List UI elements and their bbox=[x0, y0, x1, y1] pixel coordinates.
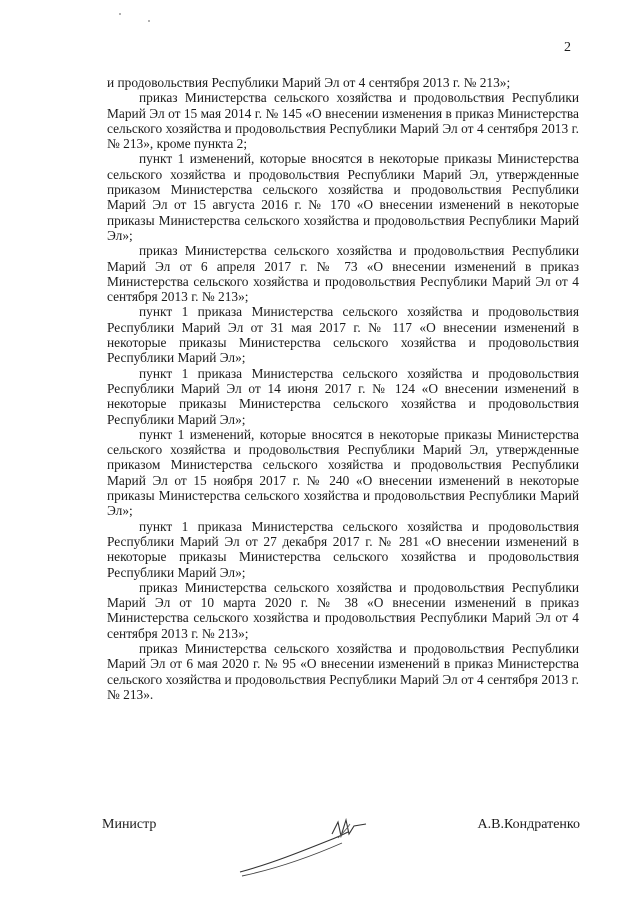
paragraph: пункт 1 приказа Министерства сельского хозяйства и продовольствия Республики Марий Эл от 27 декабря 2017 г. № 281 «О внесении изменений в некоторые приказы Министерства сельского хозяйства и продовольствия Республики Марий Эл»; bbox=[107, 518, 579, 580]
paragraph: приказ Министерства сельского хозяйства и продовольствия Республики Марий Эл от 15 мая 2014 г. № 145 «О внесении изменения в приказ Министерства сельского хозяйства и продовольствия Республики Марий Эл от 4 сентября 2013 г. № 213», кроме пункта 2; bbox=[107, 90, 579, 152]
signatory-name: А.В.Кондратенко bbox=[477, 817, 580, 832]
paragraph: пункт 1 изменений, которые вносятся в некоторые приказы Министерства сельского хозяйства и продовольствия Республики Марий Эл, утвержденные приказом Министерства сельского хозяйства и продовольствия Республики Марий Эл от 15 августа 2016 г. № 170 «О внесении изменений в некоторые приказы Министерства сельского хозяйства и продовольствия Республики Марий Эл»; bbox=[107, 151, 579, 243]
paragraph: пункт 1 приказа Министерства сельского хозяйства и продовольствия Республики Марий Эл от 14 июня 2017 г. № 124 «О внесении изменений в некоторые приказы Министерства сельского хозяйства и продовольствия Республики Марий Эл»; bbox=[107, 365, 579, 427]
paragraph: приказ Министерства сельского хозяйства и продовольствия Республики Марий Эл от 10 марта 2020 г. № 38 «О внесении изменений в приказ Министерства сельского хозяйства и продовольствия Республики Марий Эл от 4 сентября 2013 г. № 213»; bbox=[107, 579, 579, 641]
handwritten-signature bbox=[220, 812, 390, 882]
paragraph: приказ Министерства сельского хозяйства и продовольствия Республики Марий Эл от 6 мая 2020 г. № 95 «О внесении изменений в приказ Министерства сельского хозяйства и продовольствия Республики Марий Эл от 4 сентября 2013 г. № 213». bbox=[107, 640, 579, 702]
scan-speck bbox=[119, 13, 121, 15]
paragraph: пункт 1 изменений, которые вносятся в некоторые приказы Министерства сельского хозяйства и продовольствия Республики Марий Эл, утвержденные приказом Министерства сельского хозяйства и продовольствия Республики Марий Эл от 15 ноября 2017 г. № 240 «О внесении изменений в некоторые приказы Министерства сельского хозяйства и продовольствия Республики Марий Эл»; bbox=[107, 426, 579, 519]
page-number: 2 bbox=[564, 40, 571, 55]
document-body bbox=[107, 75, 579, 702]
signatory-title: Министр bbox=[102, 817, 157, 832]
paragraph: приказ Министерства сельского хозяйства и продовольствия Республики Марий Эл от 6 апреля 2017 г. № 73 «О внесении изменений в приказ Министерства сельского хозяйства и продовольствия Республики Марий Эл от 4 сентября 2013 г. № 213»; bbox=[107, 243, 579, 305]
paragraph: пункт 1 приказа Министерства сельского хозяйства и продовольствия Республики Марий Эл от 31 мая 2017 г. № 117 «О внесении изменений в некоторые приказы Министерства сельского хозяйства и продовольствия Республики Марий Эл»; bbox=[107, 304, 579, 366]
scan-speck bbox=[148, 20, 150, 22]
paragraph: и продовольствия Республики Марий Эл от 4 сентября 2013 г. № 213»; bbox=[107, 75, 511, 90]
